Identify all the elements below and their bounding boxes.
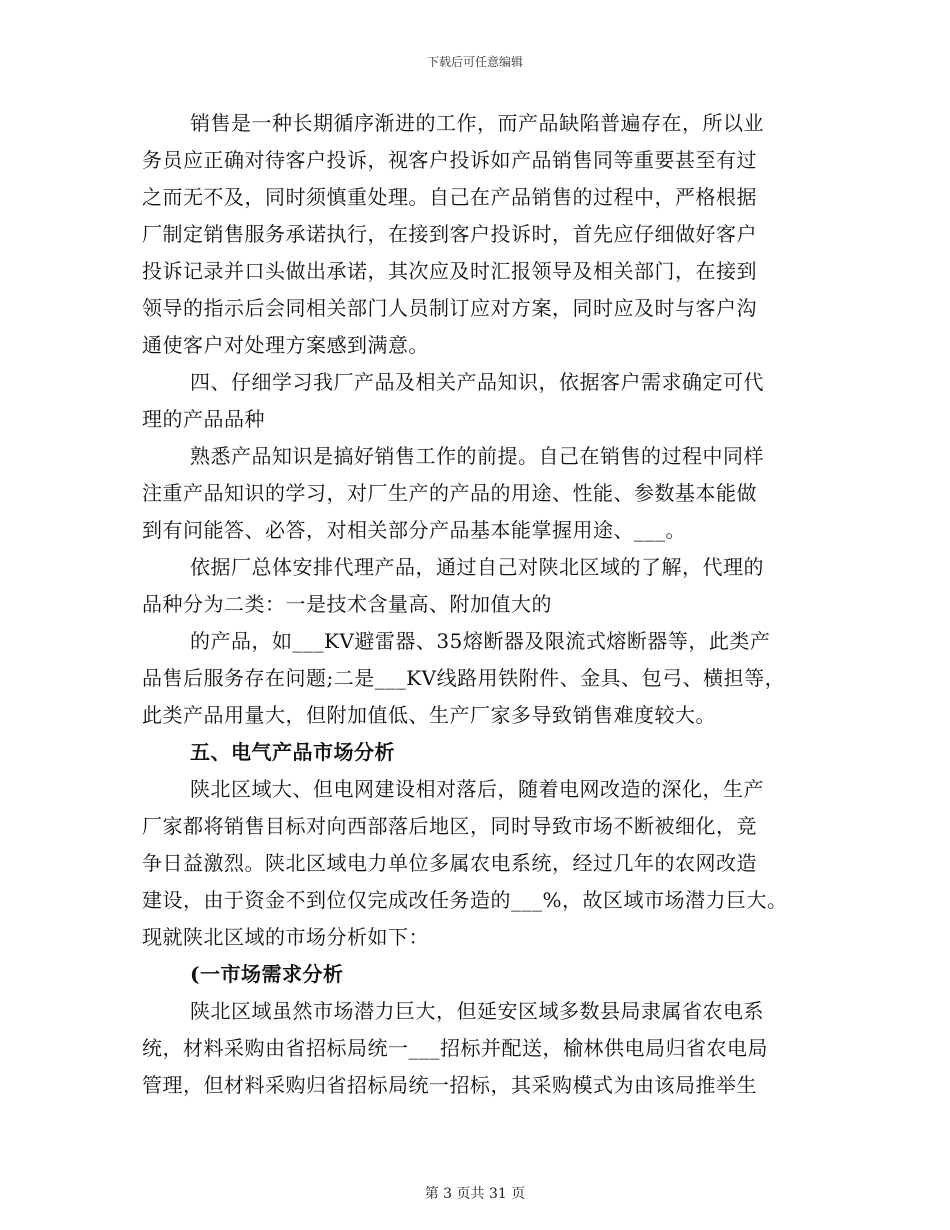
page-footer: 第 3 页共 31 页	[424, 1186, 526, 1202]
paragraph-line: 现就陕北区域的市场分析如下：	[142, 925, 429, 949]
subsection-heading: (一市场需求分析	[190, 962, 344, 986]
paragraph-line: 建设，由于资金不到位仅完成改任务造的___%，故区域市场潜力巨大。	[142, 888, 788, 912]
paragraph-line: 到有问能答、必答，对相关部分产品基本能掌握用途、___。	[142, 518, 686, 542]
paragraph-line: 此类产品用量大，但附加值低、生产厂家多导致销售难度较大。	[142, 703, 716, 727]
paragraph-line: 厂家都将销售目标对向西部落后地区，同时导致市场不断被细化，竞	[142, 814, 757, 838]
paragraph-line: 陕北区域虽然市场潜力巨大，但延安区域多数县局隶属省农电系	[190, 999, 764, 1023]
document-body	[142, 105, 810, 1104]
section-heading-4: 四、仔细学习我厂产品及相关产品知识，依据客户需求确定可代	[190, 370, 764, 394]
paragraph-line: 务员应正确对待客户投诉，视客户投诉如产品销售同等重要甚至有过	[142, 148, 757, 172]
section-heading-4-cont: 理的产品品种	[142, 407, 265, 431]
paragraph-line: 品种分为二类：一是技术含量高、附加值大的	[142, 592, 552, 616]
paragraph-line: 陕北区域大、但电网建设相对落后，随着电网改造的深化，生产	[190, 777, 764, 801]
paragraph-line: 争日益激烈。陕北区域电力单位多属农电系统，经过几年的农网改造	[142, 851, 757, 875]
paragraph-line: 品售后服务存在问题;二是___KV线路用铁附件、金具、包弓、横担等，	[142, 666, 786, 690]
paragraph-line: 注重产品知识的学习，对厂生产的产品的用途、性能、参数基本能做	[142, 481, 757, 505]
page-header: 下载后可任意编辑	[426, 55, 523, 69]
paragraph-line: 熟悉产品知识是搞好销售工作的前提。自己在销售的过程中同样	[190, 444, 764, 468]
paragraph-line: 销售是一种长期循序渐进的工作，而产品缺陷普遍存在，所以业	[190, 111, 764, 135]
section-heading-5: 五、电气产品市场分析	[190, 740, 395, 764]
paragraph-line: 依据厂总体安排代理产品，通过自己对陕北区域的了解，代理的	[190, 555, 764, 579]
paragraph-line: 领导的指示后会同相关部门人员制订应对方案，同时应及时与客户沟	[142, 296, 757, 320]
paragraph-line: 管理，但材料采购归省招标局统一招标，其采购模式为由该局推举生	[142, 1073, 757, 1097]
paragraph-line: 统，材料采购由省招标局统一___招标并配送，榆林供电局归省农电局	[142, 1036, 768, 1060]
paragraph-line: 之而无不及，同时须慎重处理。自己在产品销售的过程中，严格根据	[142, 185, 757, 209]
paragraph-line: 通使客户对处理方案感到满意。	[142, 333, 429, 357]
paragraph-line: 投诉记录并口头做出承诺，其次应及时汇报领导及相关部门，在接到	[142, 259, 757, 283]
paragraph-line: 的产品，如___KV避雷器、35熔断器及限流式熔断器等，此类产	[190, 629, 771, 653]
paragraph-line: 厂制定销售服务承诺执行，在接到客户投诉时，首先应仔细做好客户	[142, 222, 757, 246]
